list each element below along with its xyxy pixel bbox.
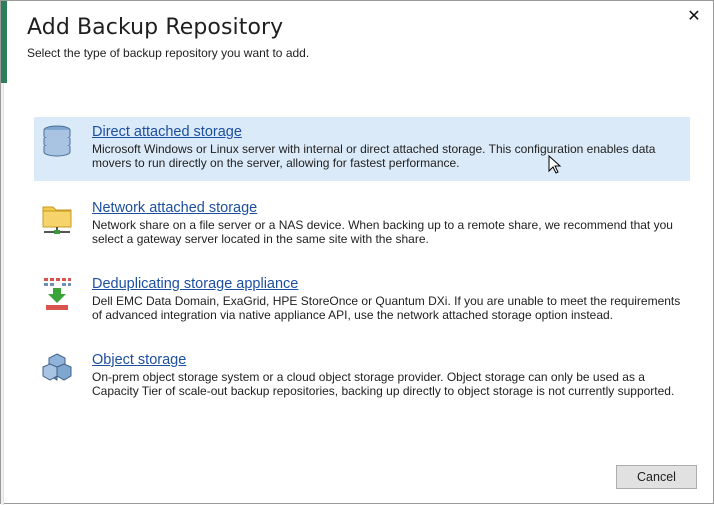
network-folder-icon	[42, 201, 72, 235]
dialog-subtitle: Select the type of backup repository you want to add.	[27, 46, 310, 60]
option-title: Object storage	[92, 352, 187, 368]
option-title: Network attached storage	[92, 200, 258, 216]
option-title: Deduplicating storage appliance	[92, 276, 299, 292]
option-object-storage[interactable]	[34, 345, 690, 409]
database-icon	[42, 125, 72, 159]
option-title: Direct attached storage	[92, 124, 242, 140]
object-storage-icon	[42, 353, 72, 387]
accent-strip	[1, 1, 7, 83]
dedup-appliance-icon	[42, 277, 72, 311]
option-description: Microsoft Windows or Linux server with internal or direct attached storage. This configuration enables data movers to run directly on the server, allowing for fastest performance.	[92, 142, 656, 170]
option-network-attached-storage[interactable]	[34, 193, 690, 257]
cancel-button[interactable]: Cancel	[616, 465, 697, 489]
option-description: Dell EMC Data Domain, ExaGrid, HPE StoreOnce or Quantum DXi. If you are unable to meet the requirements of advanced integration via native appliance API, use the network attached storage option instead.	[92, 294, 681, 322]
close-icon[interactable]: ✕	[687, 8, 701, 25]
option-direct-attached-storage[interactable]	[34, 117, 690, 181]
option-description: Network share on a file server or a NAS device. When backing up to a remote share, we recommend that you select a gateway server located in the same site with the share.	[92, 218, 673, 246]
mouse-cursor-icon	[548, 155, 562, 175]
option-description: On-prem object storage system or a cloud object storage provider. Object storage can only be used as a Capacity Tier of scale-out backup repositories, backing up directly to object storage is not currently supported.	[92, 370, 675, 398]
repository-type-list	[34, 117, 690, 421]
option-deduplicating-storage-appliance[interactable]	[34, 269, 690, 333]
dialog-title: Add Backup Repository	[27, 15, 284, 40]
window-edge	[1, 83, 4, 505]
dialog-header	[27, 15, 309, 60]
